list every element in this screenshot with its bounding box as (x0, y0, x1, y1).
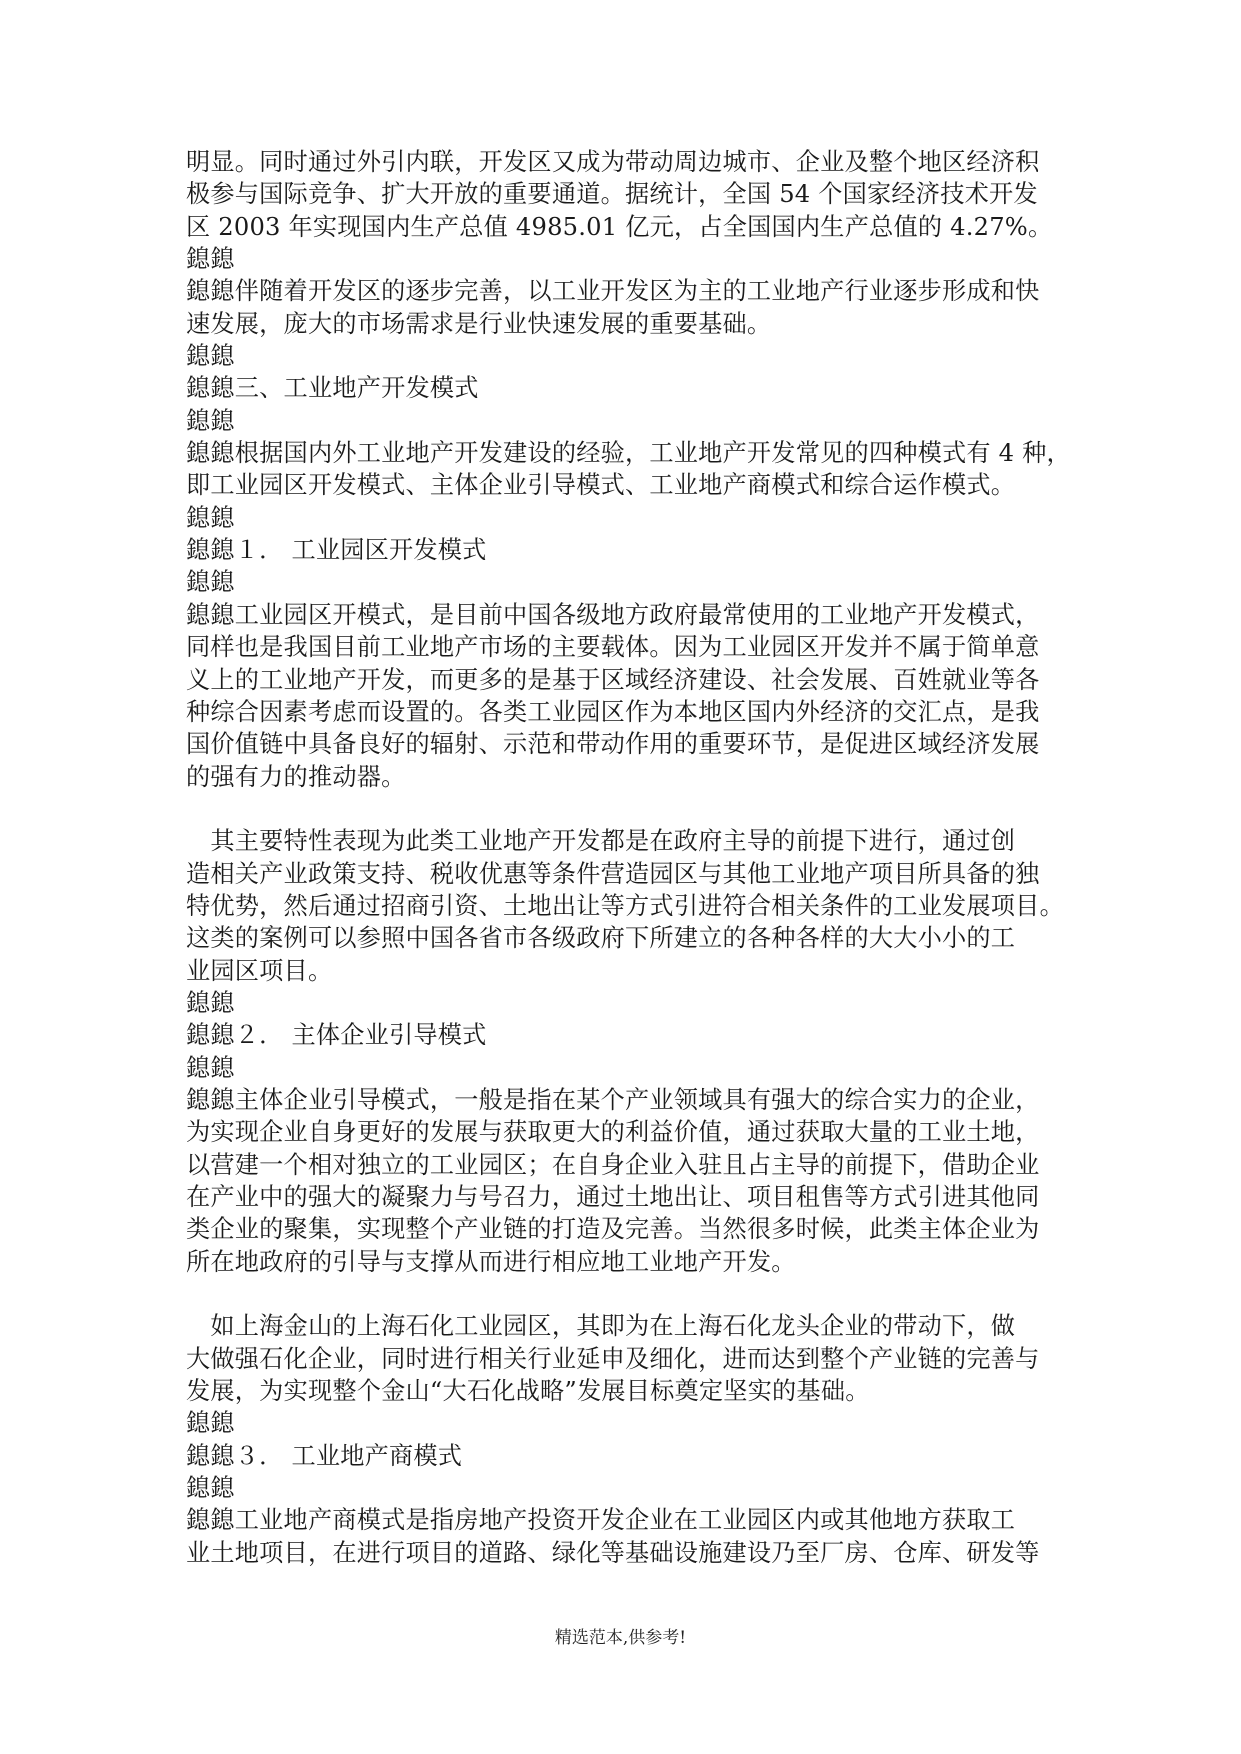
text-line: 即工业园区开发模式、主体企业引导模式、工业地产商模式和综合运作模式。 (186, 471, 1016, 500)
text-line: 鎴鎴 (186, 245, 235, 274)
text-line: 所在地政府的引导与支撑从而进行相应地工业地产开发。 (186, 1247, 796, 1276)
text-line: 极参与国际竞争、扩大开放的重要通道。据统计，全国 54 个国家经济技术开发 (186, 180, 1038, 209)
text-line: 鎴鎴 (186, 503, 235, 532)
text-line: 鎴鎴工业园区开模式，是目前中国各级地方政府最常使用的工业地产开发模式， (186, 600, 1040, 629)
text-line: 造相关产业政策支持、税收优惠等条件营造园区与其他工业地产项目所具备的独 (186, 859, 1040, 888)
text-line: 鎴鎴 (186, 568, 235, 597)
text-line: 业土地项目，在进行项目的道路、绿化等基础设施建设乃至厂房、仓库、研发等 (186, 1538, 1040, 1567)
text-line: 以营建一个相对独立的工业园区；在自身企业入驻且占主导的前提下，借助企业 (186, 1150, 1040, 1179)
text-line: 的强有力的推动器。 (186, 762, 406, 791)
text-line: 这类的案例可以参照中国各省市各级政府下所建立的各种各样的大大小小的工 (186, 924, 1016, 953)
text-line: 速发展，庞大的市场需求是行业快速发展的重要基础。 (186, 309, 772, 338)
text-line: 大做强石化企业，同时进行相关行业延申及细化，进而达到整个产业链的完善与 (186, 1344, 1040, 1373)
text-line: 种综合因素考虑而设置的。各类工业园区作为本地区国内外经济的交汇点，是我 (186, 697, 1040, 726)
text-line: 鎴鎴 (186, 406, 235, 435)
text-line: 国价值链中具备良好的辐射、示范和带动作用的重要环节，是促进区域经济发展 (186, 730, 1040, 759)
text-line: 鎴鎴１． 工业园区开发模式 (186, 536, 487, 565)
text-line: 其主要特性表现为此类工业地产开发都是在政府主导的前提下进行，通过创 (186, 827, 1016, 856)
text-line: 鎴鎴工业地产商模式是指房地产投资开发企业在工业园区内或其他地方获取工 (186, 1506, 1016, 1535)
text-line: 区 2003 年实现国内生产总值 4985.01 亿元，占全国国内生产总值的 4.27%。 (186, 212, 1053, 241)
text-line: 特优势，然后通过招商引资、土地出让等方式引进符合相关条件的工业发展项目。 (186, 891, 1064, 920)
text-line: 鎴鎴 (186, 988, 235, 1017)
text-line: 如上海金山的上海石化工业园区，其即为在上海石化龙头企业的带动下，做 (186, 1312, 1016, 1341)
document-body (186, 146, 1071, 1569)
page-footer: 精选范本,供参考! (554, 1628, 687, 1648)
text-line: 鎴鎴伴随着开发区的逐步完善，以工业开发区为主的工业地产行业逐步形成和快 (186, 277, 1040, 306)
text-line: 同样也是我国目前工业地产市场的主要载体。因为工业园区开发并不属于简单意 (186, 633, 1040, 662)
blank-line (186, 793, 1058, 825)
text-line: 业园区项目。 (186, 956, 333, 985)
text-line: 发展，为实现整个金山“大石化战略”发展目标奠定坚实的基础。 (186, 1377, 870, 1406)
text-line: 在产业中的强大的凝聚力与号召力，通过土地出让、项目租售等方式引进其他同 (186, 1183, 1040, 1211)
text-line: 鎴鎴２． 主体企业引导模式 (186, 1021, 487, 1050)
text-line: 鎴鎴 (186, 342, 235, 371)
text-line: 鎴鎴三、工业地产开发模式 (186, 374, 479, 403)
text-line: 鎴鎴 (186, 1053, 235, 1082)
text-line: 鎴鎴根据国内外工业地产开发建设的经验，工业地产开发常见的四种模式有 4 种， (186, 439, 1071, 468)
text-line: 明显。同时通过外引内联，开发区又成为带动周边城市、企业及整个地区经济积 (186, 148, 1040, 176)
text-line: 鎴鎴３． 工业地产商模式 (186, 1441, 463, 1470)
text-line: 鎴鎴 (186, 1474, 235, 1503)
blank-line (186, 1278, 1058, 1310)
text-line: 义上的工业地产开发，而更多的是基于区域经济建设、社会发展、百姓就业等各 (186, 665, 1040, 694)
text-line: 鎴鎴 (186, 1409, 235, 1438)
text-line: 鎴鎴主体企业引导模式，一般是指在某个产业领域具有强大的综合实力的企业， (186, 1085, 1040, 1114)
text-line: 为实现企业自身更好的发展与获取更大的利益价值，通过获取大量的工业土地， (186, 1118, 1040, 1147)
text-line: 类企业的聚集，实现整个产业链的打造及完善。当然很多时候，此类主体企业为 (186, 1215, 1040, 1244)
